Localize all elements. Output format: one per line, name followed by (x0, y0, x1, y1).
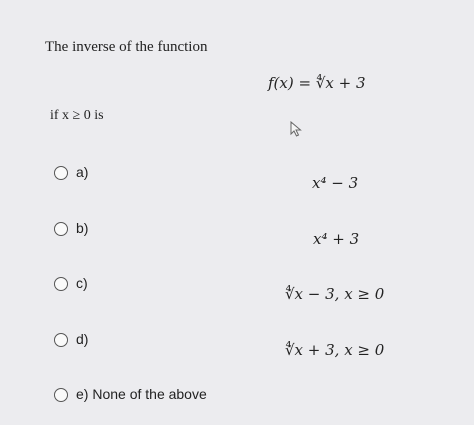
option-label: a) (76, 164, 89, 180)
option-d[interactable] (0, 333, 474, 363)
option-label: c) (76, 275, 88, 291)
option-label: e) None of the above (76, 386, 207, 402)
option-formula: x⁴ − 3 (312, 174, 359, 192)
mouse-pointer-icon (290, 121, 304, 137)
radio-icon[interactable] (54, 222, 68, 236)
option-label: d) (76, 331, 89, 347)
option-b[interactable] (0, 222, 474, 252)
option-formula: x⁴ + 3 (313, 230, 360, 248)
option-a[interactable] (0, 166, 474, 196)
function-formula: f(x) = ∜x + 3 (268, 74, 366, 92)
option-label: b) (76, 220, 89, 236)
question-prompt: The inverse of the function (45, 39, 208, 55)
radio-icon[interactable] (54, 166, 68, 180)
radio-icon[interactable] (54, 277, 68, 291)
option-c[interactable] (0, 277, 474, 307)
domain-condition: if x ≥ 0 is (50, 108, 104, 123)
option-formula: ∜x + 3, x ≥ 0 (285, 341, 385, 359)
option-formula: ∜x − 3, x ≥ 0 (285, 285, 385, 303)
option-e[interactable] (0, 388, 474, 418)
radio-icon[interactable] (54, 333, 68, 347)
radio-icon[interactable] (54, 388, 68, 402)
